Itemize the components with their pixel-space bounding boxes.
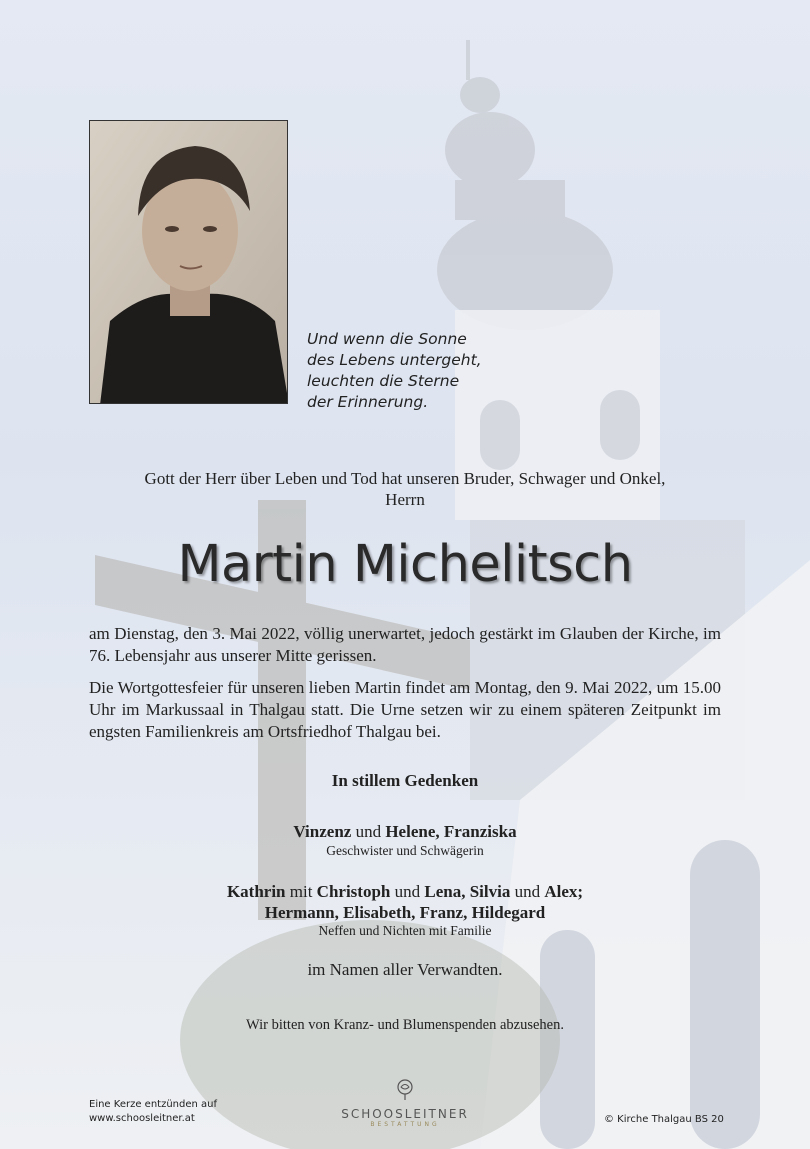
memorial-quote [307,329,547,413]
deceased-portrait-photo [89,120,288,404]
quote-line: des Lebens untergeht, [307,351,482,369]
intro-line: Gott der Herr über Leben und Tod hat unseren Bruder, Schwager und Onkel, [144,469,666,488]
mourner-name: Kathrin [226,882,286,901]
siblings-names [60,822,750,842]
funeral-home-logo [340,1078,470,1128]
website-link[interactable]: www.schoosleitner.at [89,1113,195,1124]
logo-subtitle: BESTATTUNG [370,1121,440,1128]
mourner-name: Christoph [316,882,391,901]
logo-name: SCHOOSLEITNER [341,1107,469,1121]
conjunction: mit [289,882,313,901]
intro-title: Herrn [385,490,425,509]
candle-notice [89,1098,217,1126]
mourner-name: Lena, Silvia [424,882,511,901]
candle-text: Eine Kerze entzünden auf [89,1099,218,1110]
all-relatives-line: im Namen aller Verwandten. [307,960,503,979]
quote-line: der Erinnerung. [307,393,429,411]
nieces-nephews-line-1 [60,882,750,902]
mourner-name: Hermann, Elisabeth, Franz, Hildegard [264,903,546,922]
nieces-nephews-relation: Neffen und Nichten mit Familie [318,923,492,938]
service-details-paragraph: Die Wortgottesfeier für unseren lieben Martin findet am Montag, den 9. Mai 2022, um 15.00 Uhr im Markussaal in Thalgau statt. Die Urne setzen wir zu einem späteren Zeitpunkt im engsten Familienkreis am Ortsfriedhof Thalgau bei. [89,678,721,741]
conjunction: und [514,882,541,901]
mourner-name: Vinzenz [293,822,352,841]
conjunction: und [355,822,382,841]
mourner-name: Alex; [544,882,584,901]
rose-icon [394,1078,416,1100]
conjunction: und [394,882,421,901]
quote-line: leuchten die Sterne [307,372,460,390]
mourners-heading: In stillem Gedenken [331,771,479,790]
image-copyright: © Kirche Thalgau BS 20 [604,1114,724,1125]
quote-line: Und wenn die Sonne [307,330,467,348]
intro-text [60,468,750,510]
death-announcement-paragraph: am Dienstag, den 3. Mai 2022, völlig unerwartet, jedoch gestärkt im Glauben der Kirche, im 76. Lebensjahr aus unserer Mitte gerissen. [89,624,721,665]
no-flowers-request: Wir bitten von Kranz- und Blumenspenden abzusehen. [246,1017,564,1033]
deceased-name: Martin Michelitsch [177,535,633,594]
mourner-name: Helene, Franziska [385,822,517,841]
nieces-nephews-line-2 [60,903,750,923]
siblings-relation: Geschwister und Schwägerin [326,843,484,858]
